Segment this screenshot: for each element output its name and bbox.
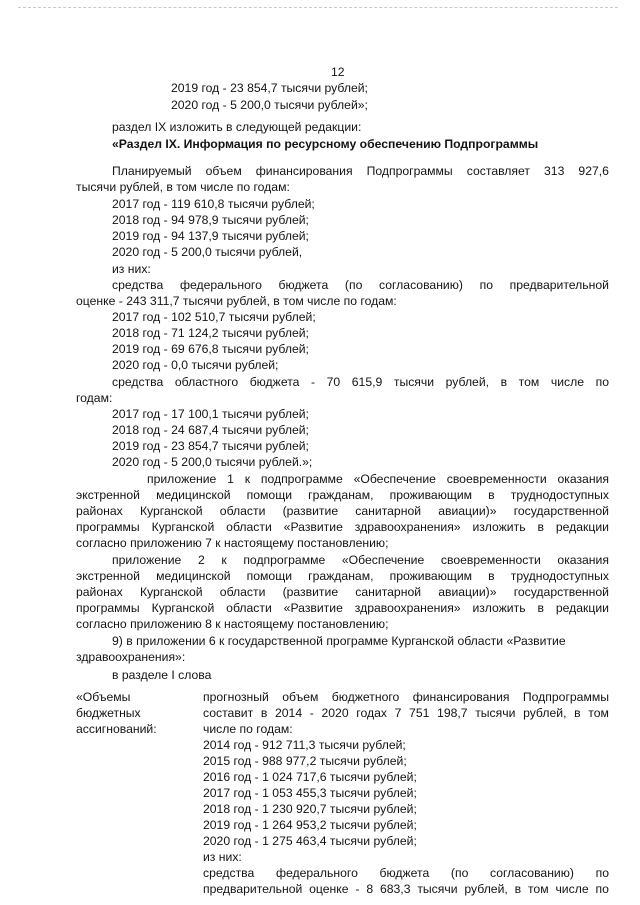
word: своевременности — [446, 472, 547, 486]
word: приложение — [147, 472, 217, 486]
text-line: оценке - 243 311,7 тысячи рублей, в том числе по годам: — [76, 294, 397, 308]
word: Планируемый — [112, 164, 192, 178]
scan-top-border — [18, 7, 618, 8]
word: авиации)» — [438, 585, 497, 599]
word: экстренной — [76, 569, 140, 583]
word: к — [244, 472, 251, 486]
word: помощи — [246, 488, 293, 502]
word: по — [595, 882, 609, 896]
justified-line — [203, 881, 609, 897]
justified-line — [112, 277, 609, 293]
word: изложить — [472, 520, 526, 534]
word: том — [588, 706, 609, 720]
word: 7 — [394, 706, 402, 720]
word: в — [537, 601, 544, 615]
word: в — [500, 375, 508, 389]
word: том — [527, 882, 549, 896]
word: Курганской — [139, 504, 203, 518]
text-line: тысячи рублей, в том числе по годам: — [76, 180, 290, 194]
table-right-cell: 2018 год - 1 230 920,7 тысячи рублей; — [203, 802, 417, 816]
word: программы — [76, 601, 140, 615]
word: финансирования — [255, 164, 353, 178]
justified-line — [112, 552, 609, 568]
word: федерального — [275, 866, 358, 880]
word: оценке — [309, 882, 349, 896]
text-line: 2020 год - 5 200,0 тысячи рублей.»; — [112, 455, 313, 469]
word: тысячи — [417, 882, 458, 896]
word: числе — [555, 882, 589, 896]
justified-line — [112, 374, 609, 390]
word: здравоохранения» — [354, 520, 461, 534]
word: государственной — [513, 585, 609, 599]
word: 2020 — [321, 706, 349, 720]
section-heading: «Раздел IX. Информация по ресурсному обеспечению Подпрограммы — [112, 137, 539, 151]
word: 615,9 — [351, 375, 383, 389]
word: санитарной — [355, 504, 422, 518]
word: числе — [550, 375, 585, 389]
word: областного — [174, 375, 239, 389]
word: Курганской — [151, 520, 215, 534]
word: тысячи — [393, 375, 435, 389]
table-right-cell: 2015 год - 988 977,2 тысячи рублей; — [203, 754, 407, 768]
word: области — [226, 601, 272, 615]
word: области — [226, 520, 272, 534]
word: программы — [76, 520, 140, 534]
table-right-cell: 2020 год - 1 275 463,4 тысячи рублей; — [203, 834, 417, 848]
word: области — [219, 504, 266, 518]
justified-line — [203, 689, 609, 705]
text-line: годам: — [76, 391, 113, 405]
word: предварительной — [509, 278, 609, 292]
word: изложить — [472, 601, 526, 615]
word: 198,7 — [437, 706, 468, 720]
table-right-cell: числе по годам: — [203, 722, 293, 736]
word: согласованию) — [379, 278, 463, 292]
table-right-cell: из них: — [203, 850, 242, 864]
word: в — [488, 569, 495, 583]
word: оказания — [557, 553, 609, 567]
word: в — [488, 488, 495, 502]
word: том — [518, 375, 540, 389]
word: федерального — [179, 278, 262, 292]
justified-line — [76, 519, 609, 535]
table-left-cell: бюджетных — [76, 706, 141, 720]
text-line: 2018 год - 94 978,9 тысячи рублей; — [112, 213, 309, 227]
justified-line — [203, 865, 609, 881]
justified-line — [147, 471, 609, 487]
word: по — [595, 375, 609, 389]
word: средства — [112, 375, 164, 389]
word: по — [479, 278, 493, 292]
justified-line — [112, 163, 609, 179]
text-line: 2020 год - 0,0 тысячи рублей; — [112, 358, 279, 372]
table-right-cell: 2016 год - 1 024 717,6 тысячи рублей; — [203, 770, 417, 784]
word: составляет — [466, 164, 530, 178]
word: прогнозный — [203, 690, 269, 704]
word: 927,6 — [578, 164, 609, 178]
text-line: 2019 год - 94 137,9 тысячи рублей; — [112, 229, 309, 243]
justified-line — [76, 584, 609, 600]
word: 751 — [409, 706, 430, 720]
text-line: 2019 год - 23 854,7 тысячи рублей; — [112, 439, 309, 453]
text-line: раздел IX изложить в следующей редакции: — [112, 120, 362, 134]
word: - — [355, 882, 360, 896]
word: бюджета — [249, 375, 300, 389]
word: бюджета — [278, 278, 329, 292]
text-line: 2020 год - 5 200,0 тысячи рублей, — [112, 245, 303, 259]
word: районах — [76, 585, 123, 599]
word: средства — [112, 278, 164, 292]
text-line: 2019 год - 69 676,8 тысячи рублей; — [112, 342, 309, 356]
word: (по — [344, 278, 363, 292]
word: согласованию) — [490, 866, 574, 880]
word: труднодоступных — [510, 569, 609, 583]
word: 1 — [227, 472, 234, 486]
word: (развитие — [282, 504, 339, 518]
word: авиации)» — [438, 504, 497, 518]
table-right-cell: 2014 год - 912 711,3 тысячи рублей; — [203, 738, 406, 752]
word: в — [537, 520, 544, 534]
word: 8 — [366, 882, 374, 896]
word: бюджета — [379, 866, 430, 880]
text-line: 2018 год - 24 687,4 тысячи рублей; — [112, 423, 309, 437]
word: (по — [450, 866, 469, 880]
word: Курганской — [151, 601, 215, 615]
word: 313 — [544, 164, 565, 178]
word: оказания — [557, 472, 609, 486]
text-line: согласно приложению 8 к настоящему постановлению; — [76, 617, 389, 631]
word: 2014 — [275, 706, 303, 720]
text-line: 9) в приложении 6 к государственной программе Курганской области «Развитие — [112, 634, 566, 648]
word: в — [574, 706, 581, 720]
word: Курганской — [139, 585, 203, 599]
word: гражданам, — [308, 488, 374, 502]
word: предварительной — [203, 882, 303, 896]
justified-line — [203, 705, 609, 721]
word: «Развитие — [283, 601, 343, 615]
word: рублей, — [523, 706, 567, 720]
word: помощи — [246, 569, 293, 583]
text-line: согласно приложению 7 к настоящему постановлению; — [76, 536, 389, 550]
text-line: 2019 год - 23 854,7 тысячи рублей; — [171, 81, 368, 95]
word: экстренной — [76, 488, 140, 502]
word: медицинской — [156, 569, 231, 583]
word: редакции — [555, 520, 609, 534]
word: «Обеспечение — [341, 553, 425, 567]
word: объем — [205, 164, 242, 178]
word: составит — [203, 706, 254, 720]
word: в — [260, 706, 268, 720]
word: в — [514, 882, 522, 896]
word: редакции — [555, 601, 609, 615]
justified-line — [76, 487, 609, 503]
text-line: 2020 год - 5 200,0 тысячи рублей»; — [171, 98, 368, 112]
word: средства — [203, 866, 255, 880]
word: подпрограмме — [260, 472, 343, 486]
word: области — [219, 585, 266, 599]
word: - — [311, 375, 316, 389]
word: приложение — [112, 553, 182, 567]
word: 683,3 — [379, 882, 411, 896]
word: бюджетного — [331, 690, 400, 704]
word: 2 — [197, 553, 205, 567]
table-left-cell: ассигнований: — [76, 722, 157, 736]
word: проживающим — [389, 569, 473, 583]
word: 70 — [326, 375, 341, 389]
justified-line — [76, 600, 609, 616]
word: государственной — [513, 504, 609, 518]
word: к — [221, 553, 227, 567]
justified-line — [76, 503, 609, 519]
word: районах — [76, 504, 123, 518]
word: гражданам, — [308, 569, 374, 583]
text-line: 2018 год - 71 124,2 тысячи рублей; — [112, 326, 309, 340]
word: здравоохранения» — [354, 601, 461, 615]
word: объем — [282, 690, 319, 704]
text-line: 2017 год - 102 510,7 тысячи рублей; — [112, 310, 316, 324]
word: своевременности — [440, 553, 541, 567]
table-right-cell: 2017 год - 1 053 455,3 тысячи рублей; — [203, 786, 417, 800]
word: санитарной — [355, 585, 422, 599]
word: «Развитие — [283, 520, 343, 534]
word: подпрограмме — [243, 553, 326, 567]
word: Подпрограммы — [366, 164, 453, 178]
word: медицинской — [156, 488, 231, 502]
word: тысячи — [475, 706, 516, 720]
word: - — [309, 706, 314, 720]
word: Подпрограммы — [522, 690, 609, 704]
word: труднодоступных — [510, 488, 609, 502]
table-left-cell: «Объемы — [76, 690, 131, 704]
word: проживающим — [389, 488, 473, 502]
justified-line — [76, 568, 609, 584]
word: (развитие — [282, 585, 339, 599]
text-line: из них: — [112, 262, 151, 276]
word: рублей, — [464, 882, 508, 896]
table-right-cell: 2019 год - 1 264 953,2 тысячи рублей; — [203, 818, 417, 832]
word: «Обеспечение — [353, 472, 436, 486]
word: финансирования — [412, 690, 510, 704]
text-line: 2017 год - 17 100,1 тысячи рублей; — [112, 407, 309, 421]
page-number: 12 — [331, 65, 345, 79]
text-line: в разделе I слова — [112, 668, 212, 682]
word: рублей, — [445, 375, 490, 389]
word: годах — [356, 706, 387, 720]
word: по — [595, 866, 609, 880]
text-line: здравоохранения»: — [76, 650, 186, 664]
text-line: 2017 год - 119 610,8 тысячи рублей; — [112, 197, 315, 211]
